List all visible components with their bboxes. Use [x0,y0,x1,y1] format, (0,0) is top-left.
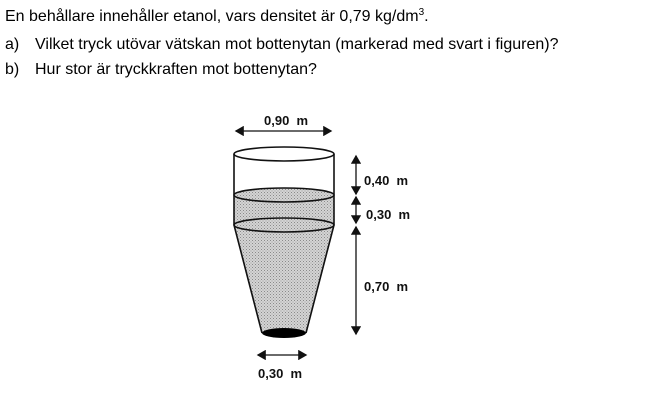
question-b-text: Hur stor är tryckkraften mot bottenytan? [35,61,317,78]
top-width-label: 0,90 m [264,113,309,128]
bottom-width-label: 0,30 m [258,366,303,381]
height-cone-label: 0,70 m [364,279,409,294]
intro-suffix: . [424,8,429,25]
intro-superscript: 3 [418,7,425,18]
question-b-label: b) [5,61,20,78]
question-a-text: Vilket tryck utövar vätskan mot bottenytan (markerad med svart i figuren)? [35,36,559,53]
liquid-fill [234,195,334,333]
question-a-label: a) [5,36,20,53]
intro-main: En behållare innehåller etanol, vars densitet är 0,79 kg/dm [5,8,419,25]
height-cylinder-label: 0,30 m [366,207,411,222]
bottom-surface [262,328,306,338]
height-empty-label: 0,40 m [364,173,409,188]
